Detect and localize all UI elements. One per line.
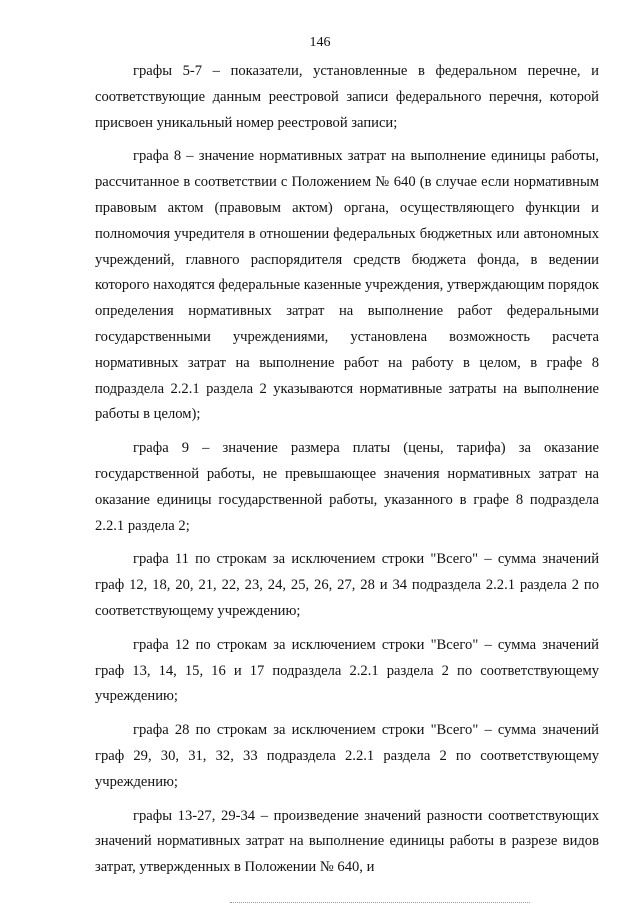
paragraph-columns-5-7: графы 5-7 – показатели, установленные в федеральном перечне, и соответствующие данным реестровой записи федерального перечня, которой присвоен уникальный номер реестровой записи; bbox=[95, 63, 599, 131]
paragraph-columns-13-27-29-34: графы 13-27, 29-34 – произведение значений разности соответствующих значений нормативных затрат на выполнение единицы работы в разрезе видов затрат, утвержденных в Положении № 640, и bbox=[95, 807, 599, 876]
document-body bbox=[95, 59, 599, 881]
paragraph-column-28: графа 28 по строкам за исключением строки "Всего" – сумма значений граф 29, 30, 31, 32, 33 подраздела 2.2.1 раздела 2 по соответствующему учреждению; bbox=[95, 722, 599, 790]
paragraph-column-11: графа 11 по строкам за исключением строки "Всего" – сумма значений граф 12, 18, 20, 21, 22, 23, 24, 25, 26, 27, 28 и 34 подраздела 2.2.1 раздела 2 по соответствующему учреждению; bbox=[95, 551, 599, 619]
paragraph-column-12: графа 12 по строкам за исключением строки "Всего" – сумма значений граф 13, 14, 15, 16 и 17 подраздела 2.2.1 раздела 2 по соответствующему учреждению; bbox=[95, 636, 599, 705]
paragraph-column-8: графа 8 – значение нормативных затрат на выполнение единицы работы, рассчитанное в соответствии с Положением № 640 (в случае если нормативным правовым актом (правовым актом) органа, осуществляющего функции и полномочия учредителя в отношении федеральных бюджетных или автономных учреждений, главного распорядителя средств бюджета фонда, в ведении которого находятся федеральные казенные учреждения, утверждающим порядок определения нормативных затрат на выполнение работ федеральными государственными учреждениями, установлена возможность расчета нормативных затрат на выполнение работ на работу в целом, в графе 8 подраздела 2.2.1 раздела 2 указываются нормативные затраты на выполнение работы в целом); bbox=[95, 148, 599, 423]
paragraph-column-9: графа 9 – значение размера платы (цены, тарифа) за оказание государственной работы, не превышающее значения нормативных затрат на оказание единицы государственной работы, указанного в графе 8 подраздела 2.2.1 раздела 2; bbox=[95, 440, 599, 534]
page-number: 146 bbox=[309, 35, 331, 50]
